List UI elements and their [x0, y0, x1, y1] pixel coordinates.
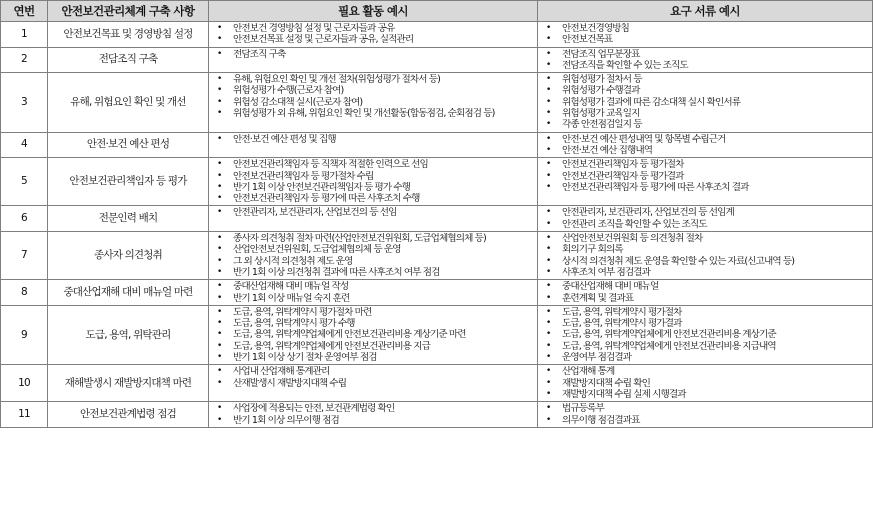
document-item: • 전담조직을 확인할 수 있는 조직도	[546, 60, 870, 71]
document-item: • 중대산업재해 대비 매뉴얼	[546, 281, 870, 292]
activities-cell	[209, 158, 538, 206]
activities-cell	[209, 280, 538, 306]
activities-cell-list	[209, 158, 537, 205]
activity-item: • 유해, 위험요인 확인 및 개선 절차(위험성평가 절차서 등)	[217, 74, 535, 85]
table-row	[1, 280, 873, 306]
activity-item: • 중대산업재해 대비 매뉴얼 작성	[217, 281, 535, 292]
table-row	[1, 158, 873, 206]
row-number: 4	[1, 132, 48, 158]
document-item: • 안전보건관리책임자 등 평가결과	[546, 171, 870, 182]
table-row	[1, 232, 873, 280]
document-item: • 재발방지대책 수립 실제 시행결과	[546, 389, 870, 400]
activity-item: • 산업안전보건위원회, 도급업체협의체 등 운영	[217, 244, 535, 255]
activities-cell	[209, 73, 538, 132]
documents-cell-list	[538, 22, 872, 47]
documents-cell	[538, 305, 873, 364]
documents-cell	[538, 22, 873, 48]
row-number: 2	[1, 47, 48, 73]
activities-cell-list	[209, 22, 537, 47]
activities-cell	[209, 132, 538, 158]
documents-cell-list	[538, 402, 872, 427]
activities-cell	[209, 402, 538, 428]
activities-cell-list	[209, 48, 537, 61]
activity-item: • 위험성 감소대책 실시(근로자 참여)	[217, 97, 535, 108]
activity-item: • 도급, 용역, 위탁계약업체에게 안전보건관리비용 지급	[217, 341, 535, 352]
requirement-item: 유해, 위험요인 확인 및 개선	[48, 73, 209, 132]
requirement-item: 전담조직 구축	[48, 47, 209, 73]
documents-cell-list	[538, 280, 872, 305]
document-item: • 위험성평가 교육일지	[546, 108, 870, 119]
activities-cell-list	[209, 402, 537, 427]
table-body	[1, 22, 873, 428]
document-item: • 도급, 용역, 위탁계약시 평가결과	[546, 318, 870, 329]
table-row	[1, 305, 873, 364]
document-item: • 회의기구 회의록	[546, 244, 870, 255]
activities-cell-list	[209, 280, 537, 305]
requirement-item: 중대산업재해 대비 매뉴얼 마련	[48, 280, 209, 306]
documents-cell	[538, 365, 873, 402]
row-number: 3	[1, 73, 48, 132]
activities-cell-list	[209, 206, 537, 219]
activity-item: • 반기 1회 이상 안전보건관리책임자 등 평가 수행	[217, 182, 535, 193]
table-row	[1, 73, 873, 132]
requirement-item: 안전·보건 예산 편성	[48, 132, 209, 158]
documents-cell-list	[538, 365, 872, 401]
documents-cell	[538, 280, 873, 306]
header-item: 안전보건관리체계 구축 사항	[48, 1, 209, 22]
documents-cell-list	[538, 206, 872, 231]
activity-item: • 안전보건 경영방침 설정 및 근로자들과 공유	[217, 23, 535, 34]
document-item: • 안전보건경영방침	[546, 23, 870, 34]
activities-cell	[209, 47, 538, 73]
row-number: 6	[1, 206, 48, 232]
table-row	[1, 132, 873, 158]
document-item: • 법규등록부	[546, 403, 870, 414]
activity-item: • 반기 1회 이상 매뉴얼 숙지 훈련	[217, 293, 535, 304]
activity-item: • 도급, 용역, 위탁계약업체에게 안전보건관리비용 계상기준 마련	[217, 329, 535, 340]
activity-item: • 안전·보건 예산 편성 및 집행	[217, 134, 535, 145]
activity-item: • 반기 1회 이상 의견청취 결과에 따른 사후조치 여부 점검	[217, 267, 535, 278]
row-number: 1	[1, 22, 48, 48]
document-item: • 안전보건관리책임자 등 평가절차	[546, 159, 870, 170]
requirement-item: 전문인력 배치	[48, 206, 209, 232]
activity-item: • 반기 1회 이상 상기 절차 운영여부 점검	[217, 352, 535, 363]
row-number: 10	[1, 365, 48, 402]
activity-item: • 안전보건목표 설정 및 근로자들과 공유, 실적관리	[217, 34, 535, 45]
activity-item: • 위험성평가 수행(근로자 참여)	[217, 85, 535, 96]
header-no: 연번	[1, 1, 48, 22]
documents-cell-list	[538, 73, 872, 131]
document-item: • 위험성평가 절차서 등	[546, 74, 870, 85]
documents-cell	[538, 206, 873, 232]
table-header-row	[1, 1, 873, 22]
document-item: • 운영여부 점검결과	[546, 352, 870, 363]
documents-cell-list	[538, 48, 872, 73]
requirement-item: 종사자 의견청취	[48, 232, 209, 280]
document-item: • 안전관리 조직을 확인할 수 있는 조직도	[546, 219, 870, 230]
activity-item: • 산재발생시 재발방지대책 수립	[217, 378, 535, 389]
row-number: 5	[1, 158, 48, 206]
activity-item: • 종사자 의견청취 절차 마련(산업안전보건위원회, 도급업체협의체 등)	[217, 233, 535, 244]
document-item: • 사후조치 여부 점검결과	[546, 267, 870, 278]
table-row	[1, 402, 873, 428]
activity-item: • 도급, 용역, 위탁계약시 평가절차 마련	[217, 307, 535, 318]
documents-cell	[538, 132, 873, 158]
row-number: 9	[1, 305, 48, 364]
document-item: • 안전·보건 예산 집행내역	[546, 145, 870, 156]
document-item: • 안전보건목표	[546, 34, 870, 45]
document-item: • 재발방지대책 수립 확인	[546, 378, 870, 389]
table-row	[1, 206, 873, 232]
activity-item: • 사업내 산업재해 통계관리	[217, 366, 535, 377]
document-item: • 각종 안전점검일지 등	[546, 119, 870, 130]
table-row	[1, 22, 873, 48]
requirement-item: 재해발생시 재발방지대책 마련	[48, 365, 209, 402]
document-item: • 산업재해 통계	[546, 366, 870, 377]
activity-item: • 안전관리자, 보건관리자, 산업보건의 등 선임	[217, 207, 535, 218]
document-item: • 산업안전보건위원회 등 의견청취 절차	[546, 233, 870, 244]
requirement-item: 도급, 용역, 위탁관리	[48, 305, 209, 364]
activities-cell	[209, 305, 538, 364]
document-item: • 안전·보건 예산 편성내역 및 항목별 수립근거	[546, 134, 870, 145]
document-item: • 상시적 의견청취 제도 운영을 확인할 수 있는 자료(신고내역 등)	[546, 256, 870, 267]
document-item: • 안전보건관리책임자 등 평가에 따른 사후조치 결과	[546, 182, 870, 193]
activities-cell-list	[209, 365, 537, 390]
activities-cell	[209, 206, 538, 232]
requirement-item: 안전보건목표 및 경영방침 설정	[48, 22, 209, 48]
document-item: • 도급, 용역, 위탁계약시 평가절차	[546, 307, 870, 318]
activities-cell-list	[209, 73, 537, 120]
document-item: • 안전관리자, 보건관리자, 산업보건의 등 선임계	[546, 207, 870, 218]
documents-cell	[538, 158, 873, 206]
requirement-item: 안전보건관계법령 점검	[48, 402, 209, 428]
table-row	[1, 365, 873, 402]
documents-cell-list	[538, 306, 872, 364]
documents-cell	[538, 402, 873, 428]
table-row	[1, 47, 873, 73]
documents-cell	[538, 47, 873, 73]
activity-item: • 사업장에 적용되는 안전, 보건관계법령 확인	[217, 403, 535, 414]
activity-item: • 위험성평가 외 유해, 위험요인 확인 및 개선활동(합동점검, 순회점검 등)	[217, 108, 535, 119]
documents-cell	[538, 232, 873, 280]
document-item: • 도급, 용역, 위탁계약업체에게 안전보건관리비용 지급내역	[546, 341, 870, 352]
activities-cell-list	[209, 306, 537, 364]
document-item: • 위험성평가 수행결과	[546, 85, 870, 96]
activities-cell	[209, 22, 538, 48]
document-item: • 도급, 용역, 위탁계약업체에게 안전보건관리비용 계상기준	[546, 329, 870, 340]
row-number: 11	[1, 402, 48, 428]
documents-cell-list	[538, 158, 872, 194]
row-number: 8	[1, 280, 48, 306]
activity-item: • 반기 1회 이상 의무이행 점검	[217, 415, 535, 426]
activities-cell-list	[209, 133, 537, 146]
document-item: • 훈련계획 및 결과표	[546, 293, 870, 304]
document-item: • 의무이행 점검결과표	[546, 415, 870, 426]
activities-cell	[209, 232, 538, 280]
requirement-item: 안전보건관리책임자 등 평가	[48, 158, 209, 206]
activity-item: • 안전보건관리책임자 등 평가에 따른 사후조치 수행	[217, 193, 535, 204]
activity-item: • 안전보건관리책임자 등 평가절차 수립	[217, 171, 535, 182]
activity-item: • 도급, 용역, 위탁계약시 평가 수행	[217, 318, 535, 329]
documents-cell	[538, 73, 873, 132]
activity-item: • 안전보건관리책임자 등 직책자 적절한 인력으로 선임	[217, 159, 535, 170]
activities-cell-list	[209, 232, 537, 279]
header-activities: 필요 활동 예시	[209, 1, 538, 22]
document-item: • 위험성평가 결과에 따른 감소대책 실시 확인서류	[546, 97, 870, 108]
activities-cell	[209, 365, 538, 402]
document-item: • 전담조직 업무분장표	[546, 49, 870, 60]
row-number: 7	[1, 232, 48, 280]
activity-item: • 그 외 상시적 의견청취 제도 운영	[217, 256, 535, 267]
header-documents: 요구 서류 예시	[538, 1, 873, 22]
documents-cell-list	[538, 232, 872, 279]
activity-item: • 전담조직 구축	[217, 49, 535, 60]
documents-cell-list	[538, 133, 872, 158]
